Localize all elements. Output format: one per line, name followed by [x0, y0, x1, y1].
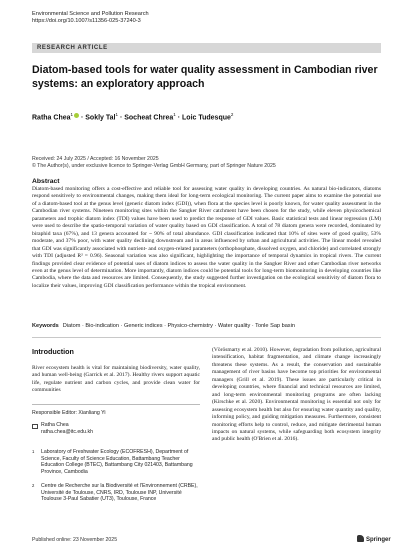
article-title: Diatom-based tools for water quality assessment in Cambodian river systems: an exploratory approach: [32, 64, 378, 90]
author-affiliation-mark: 2: [230, 112, 234, 117]
journal-name: Environmental Science and Pollution Research: [32, 11, 149, 17]
publisher-logo: [357, 535, 391, 543]
author-affiliation-mark: 1: [173, 112, 176, 117]
author-name[interactable]: Sokly Tal: [85, 114, 116, 122]
article-type-badge: [32, 43, 381, 53]
introduction-heading: Introduction: [32, 347, 74, 356]
keywords-line: [32, 323, 381, 329]
author-list: Ratha Chea$^1$ · Sokly Tal$^1$ · Socheat Chrea$^1$ · Loic Tudesque$^2$: [32, 112, 234, 122]
publisher-name: Springer: [366, 537, 391, 543]
orcid-icon[interactable]: [74, 113, 79, 118]
keywords-list: Diatom · Bio-indication · Generic indices · Physico-chemistry · Water quality · Tonle Sap basin: [62, 323, 295, 329]
affiliation-number: 1: [32, 449, 35, 454]
abstract-heading: Abstract: [32, 178, 60, 185]
section-divider: [32, 337, 381, 338]
published-date: Published online: 23 November 2025: [32, 537, 118, 543]
springer-horse-icon: [357, 535, 364, 542]
author-name[interactable]: Ratha Chea: [32, 114, 71, 122]
introduction-right-column: (Vörösmarty et al. 2010). However, degradation from pollution, agricultural intensification, habitat fragmentation, and climate change increasingly threatens these systems. As a result, the conservation and sustainable management of river basins have become top priorities for environmental managers (Grill et al. 2019). These issues are particularly critical in developing countries, where financial and technical resources are limited, and long-term environmental monitoring programs are often lacking (Kirschke et al. 2020). Environmental monitoring is essential not only for assessing ecosystem health but also for ensuring water quantity and quality, informing policy, and guiding mitigation measures. Furthermore, consistent monitoring efforts help to control, reduce, and mitigate detrimental human impacts on natural systems, while safeguarding both ecosystem integrity and public health (O'Brien et al. 2016).: [212, 347, 381, 443]
received-accepted-dates: Received: 24 July 2025 / Accepted: 16 November 2025: [32, 156, 159, 162]
affiliation-text: Centre de Recherche sur la Biodiversité et l'Environnement (CRBE), Université de Toulouse, CNRS, IRD, Toulouse INP, Université Toulouse 3-Paul Sabatier (UT3), Toulouse, France: [41, 483, 198, 503]
contact-name: Ratha Chea: [41, 422, 69, 428]
author-name[interactable]: Socheat Chrea: [124, 114, 174, 122]
contact-email[interactable]: ratha.chea@itc.edu.kh: [41, 428, 93, 435]
corresponding-author: [41, 422, 93, 435]
responsible-editor: Responsible Editor: Xianliang Yi: [32, 410, 106, 416]
article-type-label: RESEARCH ARTICLE: [37, 44, 108, 51]
envelope-icon: [32, 424, 38, 429]
affiliation-2: [32, 483, 200, 503]
introduction-left-column: River ecosystem health is vital for maintaining biodiversity, water quality, and human well-being (Garrick et al. 2017). Healthy rivers support aquatic life, regulate nutrient and carbon cycles, and provide clean water for communities: [32, 365, 200, 394]
article-dates: [32, 156, 276, 170]
keywords-label: Keywords: [32, 323, 59, 329]
affiliation-number: 2: [32, 483, 35, 488]
footnote-divider: [32, 404, 200, 405]
author-affiliation-mark: 1: [70, 112, 74, 117]
copyright-line: © The Author(s), under exclusive licence to Springer-Verlag GmbH Germany, part of Springer Nature 2025: [32, 162, 276, 169]
affiliation-1: [32, 449, 200, 475]
author-name[interactable]: Loic Tudesque: [182, 114, 231, 122]
author-affiliation-mark: 1: [115, 112, 118, 117]
affiliation-text: Laboratory of Freshwater Ecology (ECOFRESH), Department of Science, Faculty of Science Education, Battambang Teacher Education College (BTEC), Battambang City 021403, Battambang Province, Cambodia: [41, 449, 193, 475]
abstract-text: Diatom-based monitoring offers a cost-effective and reliable tool for assessing water quality in developing countries. As natural bio-indicators, diatoms respond sensitively to environmental changes, making them ideal for long-term ecological monitoring. The current paper aims to examine the potential use of a diatom-based tool at the genus level (generic diatom index (GDI)), when flora at the species level is poorly known, for water quality assessment in the Cambodian river systems. Nineteen monitoring sites within the Sangker River catchment have been chosen for the study, while eleven physicochemical parameters and trophic diatom index (TDI) values have been used to predict the response of GDI values. Basic statistical tests and linear regression (LM) were used to describe the spatio-temporal variation of water quality based on GDI classification. A total of 78 diatom genera were recorded, dominated by biraphid taxa (67%), and 13 genera accounted for ~ 90% of total abundance. GDI classification indicated that 10% of sites were of good quality, 53% moderate, and 37% poor, with water quality declining downstream and in areas influenced by urban and agricultural activities. The linear model revealed that GDI was significantly associated with nutrient- and oxygen-related parameters (orthophosphate, dissolved oxygen, and chloride) and correlated strongly with TDI (adjusted R² = 0.96). Seasonal variation was also significant, highlighting the importance of temporal dynamics in tropical rivers. The current findings provided clear evidence of potential uses of diatom indices to assess the water quality in the Sangker River and other Cambodian river networks even at the genus level of determination. More importantly, diatom indices could be potential tools for long-term biomonitoring in developing countries like Cambodia, where the data and resources are limited. Consequently, the study suggested further investigation on the ecological sensitivity of diatom flora to localize their values, improving GDI classification performance within the tropical environment.: [32, 186, 381, 289]
doi-link[interactable]: https://doi.org/10.1007/s11356-025-37240-3: [32, 18, 141, 25]
journal-header: [32, 11, 149, 26]
